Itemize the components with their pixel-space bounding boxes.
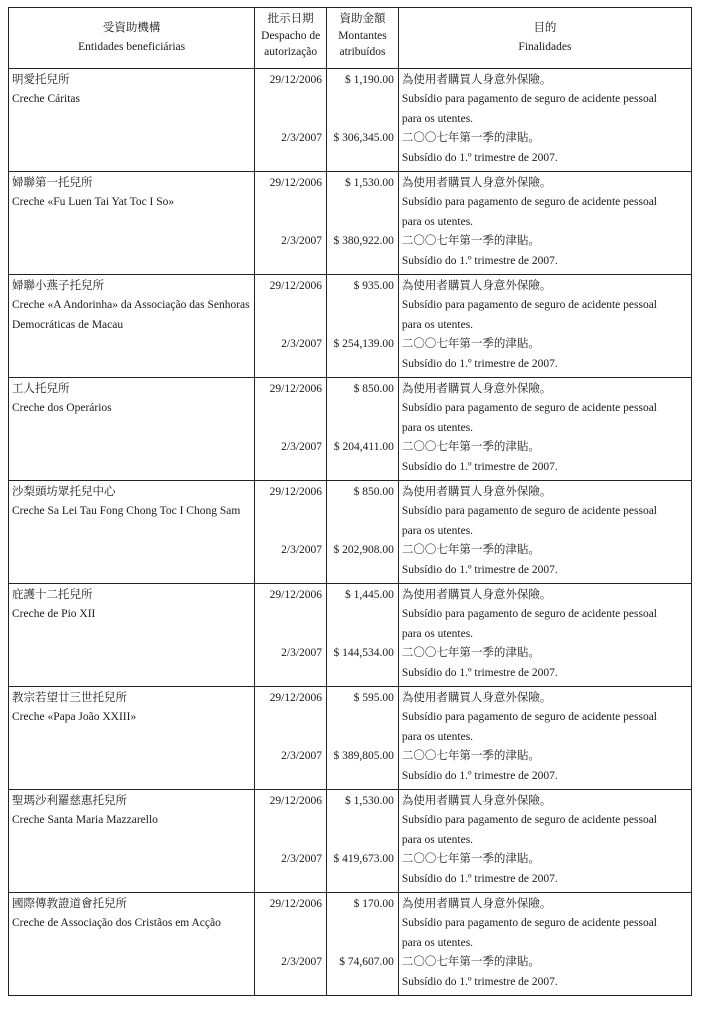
- purpose-cell: [399, 378, 691, 480]
- purpose-insurance-zh: 為使用者購買人身意外保險。: [401, 589, 552, 601]
- table-body: [9, 69, 691, 996]
- entity-cell: [9, 481, 255, 583]
- purpose-cell: [399, 172, 691, 274]
- entity-name-zh: 明愛托兒所: [12, 74, 70, 86]
- date-second: 2/3/2007: [281, 441, 323, 453]
- table-row: [9, 172, 691, 275]
- purpose-insurance-pt-2: para os utentes.: [401, 421, 474, 434]
- table-row: [9, 69, 691, 172]
- date-cell: [255, 687, 327, 789]
- purpose-insurance-pt-1: Subsídio para pagamento de seguro de acidente pessoal: [401, 505, 657, 518]
- amount-cell: [327, 172, 399, 274]
- entity-name-pt: Creche «Papa João XXIII»: [12, 711, 137, 724]
- date-first: 29/12/2006: [269, 692, 323, 704]
- date-cell: [255, 275, 327, 377]
- purpose-subsidy-zh: 二〇〇七年第一季的津貼。: [401, 750, 540, 763]
- entity-name-pt: Creche de Associação dos Cristãos em Acção: [12, 917, 221, 930]
- amount-cell: [327, 481, 399, 583]
- purpose-subsidy-zh: 二〇〇七年第一季的津貼。: [401, 441, 540, 454]
- table-row: [9, 687, 691, 790]
- table-header: [9, 8, 691, 69]
- purpose-cell: [399, 790, 691, 892]
- amount-second: $ 254,139.00: [333, 338, 394, 350]
- date-first: 29/12/2006: [269, 177, 323, 189]
- entity-name-zh: 聖瑪沙利羅慈惠托兒所: [12, 795, 127, 807]
- purpose-subsidy-pt: Subsídio do 1.º trimestre de 2007.: [401, 666, 558, 679]
- amount-cell: [327, 69, 399, 171]
- purpose-insurance-zh: 為使用者購買人身意外保險。: [401, 795, 552, 807]
- amount-second: $ 204,411.00: [333, 441, 394, 453]
- purpose-insurance-pt-1: Subsídio para pagamento de seguro de acidente pessoal: [401, 93, 657, 106]
- header-entities: [9, 8, 255, 68]
- entity-name-pt: Creche dos Operários: [12, 402, 112, 415]
- purpose-insurance-pt-2: para os utentes.: [401, 730, 474, 743]
- entity-name-pt: Creche Cáritas: [12, 93, 81, 106]
- entity-name-zh: 婦聯小燕子托兒所: [12, 280, 104, 292]
- date-first: 29/12/2006: [269, 74, 323, 86]
- date-first: 29/12/2006: [269, 898, 323, 910]
- amount-second: $ 202,908.00: [333, 544, 394, 556]
- header-entities-pt: Entidades beneficiárias: [78, 41, 186, 53]
- date-second: 2/3/2007: [281, 853, 323, 865]
- entity-name-pt: Creche Sa Lei Tau Fong Chong Toc I Chong Sam: [12, 505, 241, 518]
- entity-name-pt: Creche de Pio XII: [12, 608, 96, 621]
- header-amount-zh: 資助金額: [339, 13, 386, 25]
- amount-first: $ 1,445.00: [344, 589, 394, 601]
- amount-second: $ 306,345.00: [333, 132, 394, 144]
- date-second: 2/3/2007: [281, 544, 323, 556]
- date-second: 2/3/2007: [281, 338, 323, 350]
- amount-second: $ 380,922.00: [333, 235, 394, 247]
- purpose-insurance-zh: 為使用者購買人身意外保險。: [401, 898, 552, 910]
- purpose-insurance-zh: 為使用者購買人身意外保險。: [401, 383, 552, 395]
- amount-first: $ 595.00: [353, 692, 394, 704]
- amount-second: $ 419,673.00: [333, 853, 394, 865]
- purpose-insurance-zh: 為使用者購買人身意外保險。: [401, 177, 552, 189]
- date-cell: [255, 69, 327, 171]
- subsidy-table: [8, 7, 692, 996]
- purpose-subsidy-zh: 二〇〇七年第一季的津貼。: [401, 132, 540, 145]
- purpose-insurance-pt-1: Subsídio para pagamento de seguro de acidente pessoal: [401, 608, 657, 621]
- purpose-insurance-pt-2: para os utentes.: [401, 936, 474, 949]
- amount-first: $ 1,530.00: [344, 177, 394, 189]
- purpose-subsidy-zh: 二〇〇七年第一季的津貼。: [401, 235, 540, 248]
- table-row: [9, 275, 691, 378]
- date-second: 2/3/2007: [281, 132, 323, 144]
- date-first: 29/12/2006: [269, 795, 323, 807]
- purpose-insurance-pt-1: Subsídio para pagamento de seguro de acidente pessoal: [401, 814, 657, 827]
- header-amount-pt-2: atribuídos: [339, 46, 386, 58]
- entity-cell: [9, 584, 255, 686]
- amount-cell: [327, 378, 399, 480]
- amount-first: $ 850.00: [353, 383, 394, 395]
- purpose-insurance-pt-2: para os utentes.: [401, 215, 474, 228]
- purpose-insurance-zh: 為使用者購買人身意外保險。: [401, 486, 552, 498]
- amount-first: $ 850.00: [353, 486, 394, 498]
- purpose-insurance-pt-2: para os utentes.: [401, 627, 474, 640]
- date-first: 29/12/2006: [269, 486, 323, 498]
- header-entities-zh: 受資助機構: [102, 22, 161, 34]
- table-row: [9, 790, 691, 893]
- amount-cell: [327, 687, 399, 789]
- entity-name-zh: 國際傳教證道會托兒所: [12, 898, 127, 910]
- amount-second: $ 144,534.00: [333, 647, 394, 659]
- purpose-insurance-pt-2: para os utentes.: [401, 318, 474, 331]
- amount-second: $ 389,805.00: [333, 750, 394, 762]
- header-amount-pt-1: Montantes: [338, 30, 387, 42]
- entity-cell: [9, 172, 255, 274]
- purpose-insurance-pt-2: para os utentes.: [401, 833, 474, 846]
- purpose-subsidy-zh: 二〇〇七年第一季的津貼。: [401, 956, 540, 969]
- purpose-subsidy-zh: 二〇〇七年第一季的津貼。: [401, 853, 540, 866]
- date-first: 29/12/2006: [269, 383, 323, 395]
- purpose-subsidy-pt: Subsídio do 1.º trimestre de 2007.: [401, 460, 558, 473]
- purpose-insurance-pt-1: Subsídio para pagamento de seguro de acidente pessoal: [401, 196, 657, 209]
- entity-name-zh: 婦聯第一托兒所: [12, 177, 93, 189]
- date-cell: [255, 172, 327, 274]
- date-cell: [255, 481, 327, 583]
- entity-name-pt: Creche «A Andorinha» da Associação das Senhoras Democráticas de Macau: [12, 299, 250, 331]
- entity-cell: [9, 790, 255, 892]
- amount-cell: [327, 893, 399, 995]
- entity-cell: [9, 275, 255, 377]
- amount-cell: [327, 790, 399, 892]
- table-row: [9, 893, 691, 996]
- entity-name-pt: Creche Santa Maria Mazzarello: [12, 814, 158, 827]
- header-date: [255, 8, 327, 68]
- purpose-subsidy-pt: Subsídio do 1.º trimestre de 2007.: [401, 769, 558, 782]
- header-date-pt-2: autorização: [264, 46, 318, 58]
- header-amount: [327, 8, 399, 68]
- purpose-cell: [399, 481, 691, 583]
- purpose-subsidy-pt: Subsídio do 1.º trimestre de 2007.: [401, 254, 558, 267]
- purpose-subsidy-pt: Subsídio do 1.º trimestre de 2007.: [401, 563, 558, 576]
- header-purpose: [399, 8, 691, 68]
- purpose-subsidy-pt: Subsídio do 1.º trimestre de 2007.: [401, 357, 558, 370]
- entity-cell: [9, 378, 255, 480]
- purpose-subsidy-pt: Subsídio do 1.º trimestre de 2007.: [401, 151, 558, 164]
- purpose-insurance-pt-2: para os utentes.: [401, 112, 474, 125]
- table-row: [9, 584, 691, 687]
- amount-first: $ 935.00: [353, 280, 394, 292]
- date-cell: [255, 893, 327, 995]
- date-second: 2/3/2007: [281, 750, 323, 762]
- purpose-cell: [399, 893, 691, 995]
- date-cell: [255, 790, 327, 892]
- date-second: 2/3/2007: [281, 647, 323, 659]
- purpose-cell: [399, 687, 691, 789]
- date-second: 2/3/2007: [281, 956, 323, 968]
- entity-name-zh: 沙梨頭坊眾托兒中心: [12, 486, 116, 498]
- entity-cell: [9, 69, 255, 171]
- header-purpose-zh: 目的: [533, 22, 557, 34]
- header-date-pt-1: Despacho de: [261, 30, 321, 42]
- purpose-insurance-pt-1: Subsídio para pagamento de seguro de acidente pessoal: [401, 402, 657, 415]
- table-row: [9, 481, 691, 584]
- entity-name-zh: 庇護十二托兒所: [12, 589, 93, 601]
- date-first: 29/12/2006: [269, 589, 323, 601]
- entity-cell: [9, 893, 255, 995]
- header-purpose-pt: Finalidades: [518, 41, 572, 53]
- entity-cell: [9, 687, 255, 789]
- purpose-subsidy-zh: 二〇〇七年第一季的津貼。: [401, 647, 540, 660]
- entity-name-zh: 教宗若望廿三世托兒所: [12, 692, 127, 704]
- entity-name-pt: Creche «Fu Luen Tai Yat Toc I So»: [12, 196, 175, 209]
- date-first: 29/12/2006: [269, 280, 323, 292]
- amount-first: $ 1,190.00: [344, 74, 394, 86]
- purpose-cell: [399, 69, 691, 171]
- purpose-insurance-pt-1: Subsídio para pagamento de seguro de acidente pessoal: [401, 711, 657, 724]
- purpose-subsidy-pt: Subsídio do 1.º trimestre de 2007.: [401, 872, 558, 885]
- purpose-subsidy-pt: Subsídio do 1.º trimestre de 2007.: [401, 975, 558, 988]
- purpose-insurance-zh: 為使用者購買人身意外保險。: [401, 280, 552, 292]
- purpose-subsidy-zh: 二〇〇七年第一季的津貼。: [401, 544, 540, 557]
- table-row: [9, 378, 691, 481]
- purpose-insurance-pt-2: para os utentes.: [401, 524, 474, 537]
- date-cell: [255, 378, 327, 480]
- amount-cell: [327, 275, 399, 377]
- purpose-insurance-pt-1: Subsídio para pagamento de seguro de acidente pessoal: [401, 299, 657, 312]
- purpose-cell: [399, 275, 691, 377]
- entity-name-zh: 工人托兒所: [12, 383, 70, 395]
- header-date-zh: 批示日期: [267, 13, 314, 25]
- date-second: 2/3/2007: [281, 235, 323, 247]
- purpose-subsidy-zh: 二〇〇七年第一季的津貼。: [401, 338, 540, 351]
- amount-first: $ 170.00: [353, 898, 394, 910]
- purpose-insurance-zh: 為使用者購買人身意外保險。: [401, 692, 552, 704]
- amount-second: $ 74,607.00: [339, 956, 394, 968]
- amount-cell: [327, 584, 399, 686]
- purpose-insurance-zh: 為使用者購買人身意外保險。: [401, 74, 552, 86]
- date-cell: [255, 584, 327, 686]
- amount-first: $ 1,530.00: [344, 795, 394, 807]
- purpose-cell: [399, 584, 691, 686]
- purpose-insurance-pt-1: Subsídio para pagamento de seguro de acidente pessoal: [401, 917, 657, 930]
